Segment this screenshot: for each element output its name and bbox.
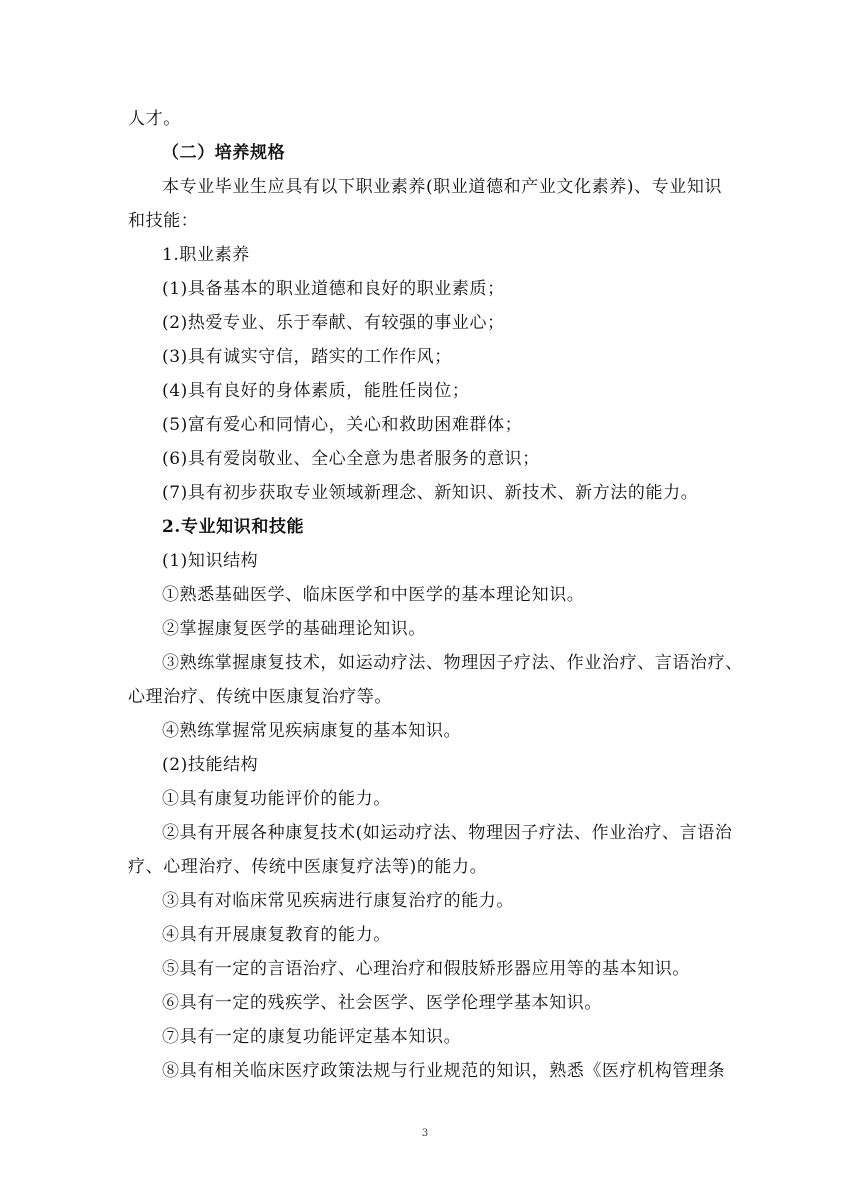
list-item: (5)富有爱心和同情心，关心和救助困难群体；	[162, 415, 523, 435]
list-item: ③具有对临床常见疾病进行康复治疗的能力。	[162, 891, 514, 911]
list-item: ②掌握康复医学的基础理论知识。	[162, 619, 426, 639]
list-item: ⑥具有一定的残疾学、社会医学、医学伦理学基本知识。	[162, 993, 602, 1013]
list-item: ⑦具有一定的康复功能评定基本知识。	[162, 1027, 462, 1047]
list-item: ③熟练掌握康复技术，如运动疗法、物理因子疗法、作业治疗、言语治疗、	[162, 653, 743, 673]
list-item: (7)具有初步获取专业领域新理念、新知识、新技术、新方法的能力。	[162, 483, 699, 503]
sub-heading: (2)技能结构	[162, 755, 259, 775]
list-item: (3)具有诚实守信，踏实的工作作风；	[162, 347, 452, 367]
page-number: 3	[421, 1128, 429, 1139]
list-item: (4)具有良好的身体素质，能胜任岗位；	[162, 381, 470, 401]
subsection-heading: 2.专业知识和技能	[162, 517, 305, 537]
list-item: ①具有康复功能评价的能力。	[162, 789, 391, 809]
list-item: ④具有开展康复教育的能力。	[162, 925, 391, 945]
list-item: ⑤具有一定的言语治疗、心理治疗和假肢矫形器应用等的基本知识。	[162, 959, 690, 979]
list-item: ④熟练掌握常见疾病康复的基本知识。	[162, 721, 462, 741]
list-item: ②具有开展各种康复技术(如运动疗法、物理因子疗法、作业治疗、言语治	[162, 823, 733, 843]
list-item: (2)热爱专业、乐于奉献、有较强的事业心；	[162, 313, 505, 333]
text-line: 人才。	[128, 109, 181, 129]
section-heading: （二）培养规格	[162, 143, 286, 163]
text-line: 疗、心理治疗、传统中医康复疗法等)的能力。	[128, 857, 488, 877]
list-item: ⑧具有相关临床医疗政策法规与行业规范的知识，熟悉《医疗机构管理条	[162, 1061, 726, 1081]
text-line: 本专业毕业生应具有以下职业素养(职业道德和产业文化素养)、专业知识	[162, 177, 723, 197]
list-item: ①熟悉基础医学、临床医学和中医学的基本理论知识。	[162, 585, 585, 605]
sub-heading: (1)知识结构	[162, 551, 259, 571]
subsection-heading: 1.职业素养	[162, 245, 250, 265]
list-item: (1)具备基本的职业道德和良好的职业素质；	[162, 279, 505, 299]
text-line: 和技能：	[128, 211, 199, 231]
list-item: (6)具有爱岗敬业、全心全意为患者服务的意识；	[162, 449, 540, 469]
text-line: 心理治疗、传统中医康复治疗等。	[128, 687, 392, 707]
